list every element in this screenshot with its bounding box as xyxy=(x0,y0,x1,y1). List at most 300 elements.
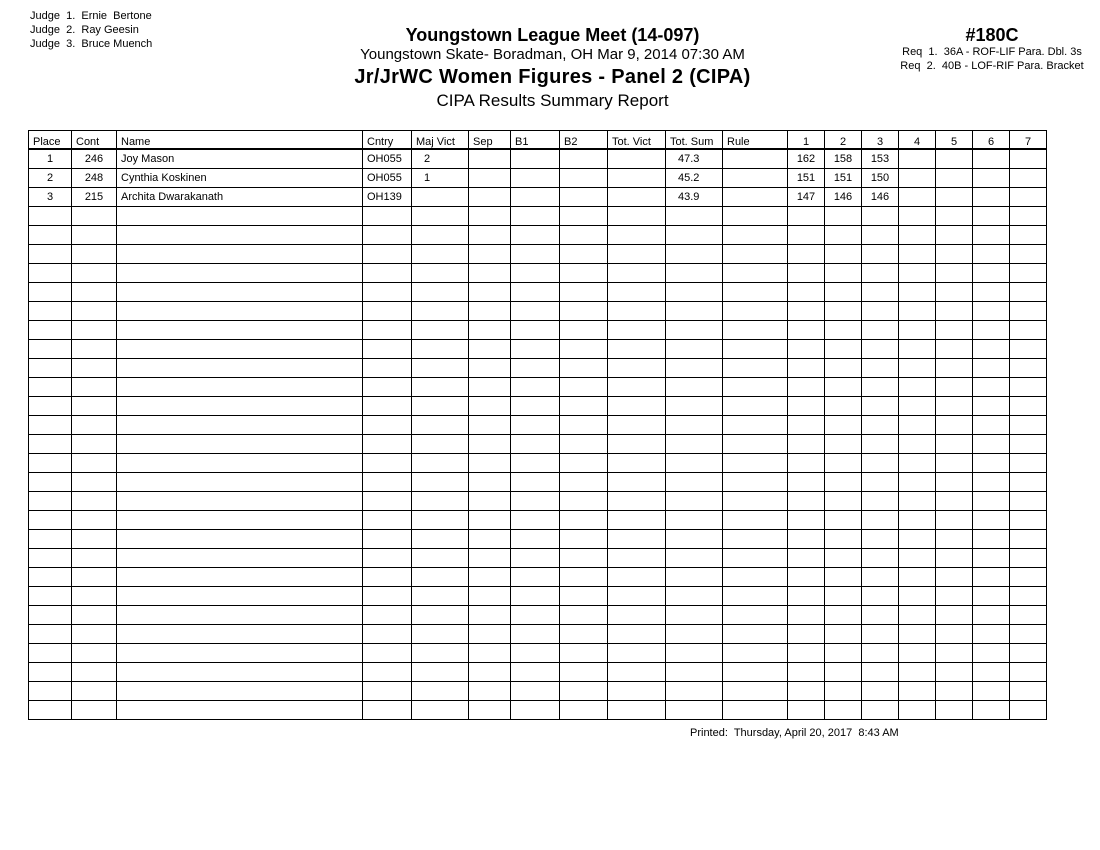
cell-name xyxy=(117,568,363,587)
col-judge-1-header: 1 xyxy=(788,131,825,150)
cell-judge-1 xyxy=(788,530,825,549)
cell-judge-4 xyxy=(899,245,936,264)
cell-judge-2 xyxy=(825,644,862,663)
cell-judge-3 xyxy=(862,492,899,511)
cell-rule xyxy=(723,530,788,549)
cell-name xyxy=(117,207,363,226)
cell-cntry xyxy=(363,644,412,663)
cell-b1 xyxy=(511,302,560,321)
empty-table-row xyxy=(29,340,1047,359)
cell-place xyxy=(29,701,72,720)
cell-cntry xyxy=(363,226,412,245)
cell-majvict xyxy=(412,207,469,226)
cell-place xyxy=(29,549,72,568)
cell-judge-5 xyxy=(936,226,973,245)
cell-judge-3 xyxy=(862,701,899,720)
cell-judge-4 xyxy=(899,149,936,169)
empty-table-row xyxy=(29,568,1047,587)
cell-b1 xyxy=(511,264,560,283)
cell-judge-2 xyxy=(825,416,862,435)
cell-judge-3 xyxy=(862,264,899,283)
empty-table-row xyxy=(29,549,1047,568)
cell-majvict xyxy=(412,454,469,473)
cell-majvict xyxy=(412,473,469,492)
cell-name xyxy=(117,606,363,625)
cell-cntry xyxy=(363,397,412,416)
cell-name: Joy Mason xyxy=(117,149,363,169)
cell-judge-3 xyxy=(862,568,899,587)
cell-sep xyxy=(469,321,511,340)
cell-name xyxy=(117,625,363,644)
cell-totsum xyxy=(666,511,723,530)
cell-cont xyxy=(72,530,117,549)
cell-totvict xyxy=(608,644,666,663)
table-header-row xyxy=(29,131,1047,150)
cell-b1 xyxy=(511,378,560,397)
cell-judge-4 xyxy=(899,207,936,226)
cell-name: Cynthia Koskinen xyxy=(117,169,363,188)
cell-cntry: OH139 xyxy=(363,188,412,207)
cell-cntry xyxy=(363,435,412,454)
cell-name xyxy=(117,511,363,530)
cell-cntry xyxy=(363,264,412,283)
cell-cntry xyxy=(363,492,412,511)
cell-judge-7 xyxy=(1010,416,1047,435)
cell-totsum xyxy=(666,245,723,264)
cell-totvict xyxy=(608,321,666,340)
cell-totvict xyxy=(608,207,666,226)
cell-judge-3 xyxy=(862,587,899,606)
judges-list xyxy=(30,9,152,51)
cell-name xyxy=(117,682,363,701)
cell-sep xyxy=(469,264,511,283)
empty-table-row xyxy=(29,682,1047,701)
empty-table-row xyxy=(29,473,1047,492)
cell-judge-1 xyxy=(788,283,825,302)
cell-judge-7 xyxy=(1010,701,1047,720)
cell-b2 xyxy=(560,625,608,644)
cell-totsum xyxy=(666,359,723,378)
cell-judge-4 xyxy=(899,359,936,378)
cell-majvict xyxy=(412,701,469,720)
cell-totsum xyxy=(666,625,723,644)
col-cntry-header: Cntry xyxy=(363,131,412,150)
cell-name xyxy=(117,663,363,682)
cell-place xyxy=(29,492,72,511)
cell-cont xyxy=(72,435,117,454)
cell-judge-3 xyxy=(862,340,899,359)
cell-judge-1 xyxy=(788,302,825,321)
cell-majvict xyxy=(412,264,469,283)
cell-judge-2 xyxy=(825,283,862,302)
cell-judge-6 xyxy=(973,473,1010,492)
cell-b2 xyxy=(560,663,608,682)
cell-totvict xyxy=(608,568,666,587)
cell-sep xyxy=(469,378,511,397)
cell-majvict xyxy=(412,663,469,682)
cell-judge-3 xyxy=(862,226,899,245)
cell-judge-6 xyxy=(973,492,1010,511)
cell-judge-7 xyxy=(1010,435,1047,454)
cell-rule xyxy=(723,149,788,169)
cell-totvict xyxy=(608,682,666,701)
cell-cntry xyxy=(363,473,412,492)
cell-rule xyxy=(723,397,788,416)
cell-cntry xyxy=(363,587,412,606)
results-table xyxy=(28,130,1047,720)
cell-judge-6 xyxy=(973,701,1010,720)
cell-b2 xyxy=(560,454,608,473)
cell-judge-7 xyxy=(1010,245,1047,264)
cell-cont xyxy=(72,682,117,701)
cell-majvict xyxy=(412,568,469,587)
cell-rule xyxy=(723,264,788,283)
cell-cont: 215 xyxy=(72,188,117,207)
cell-cont xyxy=(72,226,117,245)
cell-rule xyxy=(723,644,788,663)
cell-totvict xyxy=(608,378,666,397)
col-judge-5-header: 5 xyxy=(936,131,973,150)
cell-b1 xyxy=(511,644,560,663)
cell-judge-2 xyxy=(825,492,862,511)
cell-judge-7 xyxy=(1010,644,1047,663)
cell-majvict: 2 xyxy=(412,149,469,169)
cell-judge-7 xyxy=(1010,606,1047,625)
empty-table-row xyxy=(29,587,1047,606)
cell-judge-1 xyxy=(788,435,825,454)
cell-judge-7 xyxy=(1010,359,1047,378)
cell-majvict xyxy=(412,378,469,397)
cell-place xyxy=(29,359,72,378)
cell-b2 xyxy=(560,264,608,283)
cell-cont xyxy=(72,321,117,340)
cell-b2 xyxy=(560,149,608,169)
cell-judge-5 xyxy=(936,378,973,397)
cell-totsum xyxy=(666,606,723,625)
cell-name xyxy=(117,644,363,663)
cell-judge-1: 147 xyxy=(788,188,825,207)
judge-3: Judge 3. Bruce Muench xyxy=(30,38,153,50)
cell-b1 xyxy=(511,587,560,606)
cell-cntry xyxy=(363,530,412,549)
cell-cntry xyxy=(363,207,412,226)
cell-judge-2 xyxy=(825,530,862,549)
cell-judge-7 xyxy=(1010,264,1047,283)
cell-b2 xyxy=(560,397,608,416)
cell-totvict xyxy=(608,359,666,378)
cell-judge-3: 153 xyxy=(862,149,899,169)
cell-cntry xyxy=(363,416,412,435)
cell-rule xyxy=(723,245,788,264)
cell-b1 xyxy=(511,473,560,492)
cell-judge-3 xyxy=(862,245,899,264)
cell-judge-6 xyxy=(973,226,1010,245)
cell-totvict xyxy=(608,397,666,416)
cell-judge-6 xyxy=(973,568,1010,587)
cell-judge-4 xyxy=(899,188,936,207)
cell-judge-2 xyxy=(825,321,862,340)
cell-b2 xyxy=(560,682,608,701)
empty-table-row xyxy=(29,492,1047,511)
cell-judge-5 xyxy=(936,644,973,663)
cell-b1 xyxy=(511,549,560,568)
cell-judge-1 xyxy=(788,701,825,720)
cell-rule xyxy=(723,302,788,321)
cell-judge-6 xyxy=(973,245,1010,264)
cell-judge-2 xyxy=(825,625,862,644)
cell-totvict xyxy=(608,511,666,530)
cell-judge-1 xyxy=(788,568,825,587)
empty-table-row xyxy=(29,397,1047,416)
cell-judge-7 xyxy=(1010,530,1047,549)
cell-name xyxy=(117,701,363,720)
cell-cont: 248 xyxy=(72,169,117,188)
cell-judge-2 xyxy=(825,473,862,492)
cell-judge-4 xyxy=(899,644,936,663)
cell-judge-5 xyxy=(936,245,973,264)
cell-judge-6 xyxy=(973,149,1010,169)
cell-judge-2 xyxy=(825,435,862,454)
cell-totvict xyxy=(608,283,666,302)
cell-cntry xyxy=(363,701,412,720)
cell-judge-3 xyxy=(862,302,899,321)
cell-rule xyxy=(723,568,788,587)
table-row xyxy=(29,169,1047,188)
cell-judge-2 xyxy=(825,378,862,397)
cell-majvict xyxy=(412,682,469,701)
cell-totvict xyxy=(608,587,666,606)
cell-b2 xyxy=(560,644,608,663)
cell-b2 xyxy=(560,511,608,530)
empty-table-row xyxy=(29,435,1047,454)
cell-judge-7 xyxy=(1010,663,1047,682)
meet-title: Youngstown League Meet (14-097) xyxy=(405,25,700,45)
cell-judge-1 xyxy=(788,264,825,283)
cell-judge-7 xyxy=(1010,454,1047,473)
cell-sep xyxy=(469,606,511,625)
col-majvict-header: Maj Vict xyxy=(412,131,469,150)
cell-judge-2 xyxy=(825,568,862,587)
cell-judge-3 xyxy=(862,359,899,378)
cell-name xyxy=(117,340,363,359)
cell-name xyxy=(117,359,363,378)
requirement-2: Req 2. 40B - LOF-RIF Para. Bracket xyxy=(900,60,1084,72)
cell-judge-2 xyxy=(825,663,862,682)
cell-judge-4 xyxy=(899,454,936,473)
cell-judge-5 xyxy=(936,149,973,169)
cell-judge-2: 151 xyxy=(825,169,862,188)
empty-table-row xyxy=(29,644,1047,663)
empty-table-row xyxy=(29,226,1047,245)
cell-judge-3 xyxy=(862,644,899,663)
cell-judge-3 xyxy=(862,283,899,302)
cell-b2 xyxy=(560,416,608,435)
cell-b1 xyxy=(511,606,560,625)
cell-cont xyxy=(72,207,117,226)
cell-judge-6 xyxy=(973,169,1010,188)
cell-sep xyxy=(469,644,511,663)
judge-1: Judge 1. Ernie Bertone xyxy=(30,10,152,22)
cell-b1 xyxy=(511,226,560,245)
col-b1-header: B1 xyxy=(511,131,560,150)
cell-judge-4 xyxy=(899,663,936,682)
cell-majvict xyxy=(412,321,469,340)
cell-judge-6 xyxy=(973,530,1010,549)
cell-place: 1 xyxy=(29,149,72,169)
cell-rule xyxy=(723,321,788,340)
cell-b2 xyxy=(560,606,608,625)
cell-judge-2: 146 xyxy=(825,188,862,207)
cell-cntry xyxy=(363,378,412,397)
cell-rule xyxy=(723,587,788,606)
meet-location: Youngstown Skate- Boradman, OH Mar 9, 2014 07:30 AM xyxy=(360,46,745,63)
cell-rule xyxy=(723,473,788,492)
cell-judge-4 xyxy=(899,283,936,302)
cell-cntry xyxy=(363,511,412,530)
cell-totsum xyxy=(666,473,723,492)
cell-judge-6 xyxy=(973,682,1010,701)
cell-totsum xyxy=(666,435,723,454)
cell-totvict xyxy=(608,492,666,511)
cell-judge-7 xyxy=(1010,302,1047,321)
cell-totsum xyxy=(666,416,723,435)
cell-cont xyxy=(72,701,117,720)
cell-judge-7 xyxy=(1010,188,1047,207)
cell-judge-4 xyxy=(899,492,936,511)
cell-sep xyxy=(469,663,511,682)
cell-b1 xyxy=(511,245,560,264)
cell-cntry: OH055 xyxy=(363,169,412,188)
cell-cont xyxy=(72,397,117,416)
cell-judge-7 xyxy=(1010,511,1047,530)
cell-judge-5 xyxy=(936,701,973,720)
cell-b2 xyxy=(560,587,608,606)
cell-judge-4 xyxy=(899,416,936,435)
cell-judge-1 xyxy=(788,416,825,435)
cell-sep xyxy=(469,625,511,644)
cell-rule xyxy=(723,188,788,207)
cell-totvict xyxy=(608,625,666,644)
cell-name xyxy=(117,587,363,606)
cell-rule xyxy=(723,378,788,397)
cell-totvict xyxy=(608,169,666,188)
cell-judge-7 xyxy=(1010,549,1047,568)
cell-judge-7 xyxy=(1010,587,1047,606)
cell-judge-2 xyxy=(825,226,862,245)
cell-judge-6 xyxy=(973,397,1010,416)
cell-sep xyxy=(469,416,511,435)
cell-cont xyxy=(72,568,117,587)
cell-place xyxy=(29,245,72,264)
cell-judge-3 xyxy=(862,511,899,530)
cell-judge-4 xyxy=(899,340,936,359)
cell-place xyxy=(29,264,72,283)
cell-totvict xyxy=(608,473,666,492)
cell-cont xyxy=(72,549,117,568)
cell-judge-7 xyxy=(1010,149,1047,169)
cell-judge-6 xyxy=(973,359,1010,378)
cell-rule xyxy=(723,625,788,644)
cell-sep xyxy=(469,397,511,416)
cell-judge-6 xyxy=(973,587,1010,606)
cell-cntry xyxy=(363,454,412,473)
cell-majvict xyxy=(412,188,469,207)
cell-place: 2 xyxy=(29,169,72,188)
cell-totvict xyxy=(608,188,666,207)
col-totsum-header: Tot. Sum xyxy=(666,131,723,150)
cell-judge-1 xyxy=(788,606,825,625)
cell-judge-6 xyxy=(973,302,1010,321)
report-header xyxy=(290,24,815,112)
cell-totsum: 47.3 xyxy=(666,149,723,169)
cell-judge-2: 158 xyxy=(825,149,862,169)
cell-cntry xyxy=(363,340,412,359)
empty-table-row xyxy=(29,302,1047,321)
empty-table-row xyxy=(29,701,1047,720)
cell-judge-2 xyxy=(825,245,862,264)
cell-b1 xyxy=(511,207,560,226)
cell-judge-5 xyxy=(936,492,973,511)
cell-judge-6 xyxy=(973,663,1010,682)
cell-sep xyxy=(469,188,511,207)
cell-b1 xyxy=(511,625,560,644)
cell-judge-4 xyxy=(899,587,936,606)
cell-judge-3 xyxy=(862,416,899,435)
cell-judge-6 xyxy=(973,340,1010,359)
cell-judge-6 xyxy=(973,378,1010,397)
cell-judge-7 xyxy=(1010,625,1047,644)
cell-b1 xyxy=(511,701,560,720)
cell-place xyxy=(29,321,72,340)
cell-totsum xyxy=(666,207,723,226)
cell-sep xyxy=(469,492,511,511)
cell-b1 xyxy=(511,321,560,340)
cell-totsum xyxy=(666,492,723,511)
cell-judge-2 xyxy=(825,397,862,416)
cell-totvict xyxy=(608,530,666,549)
cell-judge-3 xyxy=(862,454,899,473)
cell-rule xyxy=(723,359,788,378)
cell-cont xyxy=(72,454,117,473)
cell-judge-4 xyxy=(899,530,936,549)
col-judge-2-header: 2 xyxy=(825,131,862,150)
cell-judge-4 xyxy=(899,321,936,340)
cell-sep xyxy=(469,530,511,549)
cell-totsum xyxy=(666,378,723,397)
col-judge-3-header: 3 xyxy=(862,131,899,150)
cell-b1 xyxy=(511,511,560,530)
cell-judge-1 xyxy=(788,378,825,397)
cell-place xyxy=(29,530,72,549)
cell-judge-4 xyxy=(899,302,936,321)
cell-totsum xyxy=(666,530,723,549)
cell-cont xyxy=(72,587,117,606)
cell-judge-6 xyxy=(973,454,1010,473)
cell-rule xyxy=(723,701,788,720)
cell-cntry xyxy=(363,625,412,644)
cell-judge-3 xyxy=(862,321,899,340)
cell-judge-5 xyxy=(936,663,973,682)
col-name-header: Name xyxy=(117,131,363,150)
cell-judge-7 xyxy=(1010,682,1047,701)
cell-majvict xyxy=(412,226,469,245)
cell-b2 xyxy=(560,302,608,321)
cell-cntry xyxy=(363,359,412,378)
cell-judge-4 xyxy=(899,473,936,492)
cell-judge-5 xyxy=(936,207,973,226)
empty-table-row xyxy=(29,606,1047,625)
cell-name xyxy=(117,226,363,245)
